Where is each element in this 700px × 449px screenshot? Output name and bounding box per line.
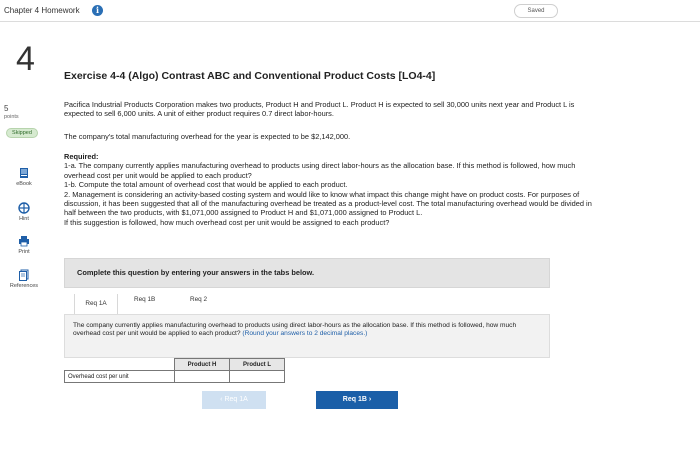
- instructions-box: [64, 258, 550, 288]
- ebook-icon: [18, 167, 30, 179]
- tab-req-1a[interactable]: Req 1A: [74, 294, 118, 314]
- column-header-product-l: Product L: [230, 359, 285, 371]
- required-section: [64, 152, 604, 227]
- prev-label: Req 1A: [224, 396, 248, 403]
- product-l-input[interactable]: [230, 371, 285, 383]
- references-icon: [18, 269, 30, 281]
- print-icon: [18, 235, 30, 247]
- assignment-title: Chapter 4 Homework: [4, 6, 80, 15]
- row-label: Overhead cost per unit: [65, 371, 175, 383]
- exercise-overhead: The company's total manufacturing overhead for the year is expected to be $2,142,000.: [64, 132, 351, 141]
- requirement-2b: If this suggestion is followed, how much overhead cost per unit would be assigned to each product?: [64, 217, 390, 227]
- status-badge: Skipped: [6, 128, 38, 138]
- points-label: points: [4, 114, 19, 120]
- tab-bar: [64, 290, 550, 314]
- required-heading: Required:: [64, 152, 99, 161]
- panel-text: [73, 322, 543, 339]
- next-label: Req 1B: [342, 396, 367, 403]
- hint-icon: [18, 202, 30, 214]
- column-header-product-h: Product H: [175, 359, 230, 371]
- next-button[interactable]: [316, 391, 398, 409]
- tab-req-2[interactable]: Req 2: [190, 296, 208, 303]
- answer-table: [64, 358, 285, 383]
- exercise-intro: Pacifica Industrial Products Corporation makes two products, Product H and Product L. Product H is expected to sell 30,000 units next year and Product L is expected to sell 6,000 units. A unit of either product requires 0.7 direct labor-hours.: [64, 100, 575, 119]
- tab-req-1b[interactable]: Req 1B: [134, 296, 156, 303]
- requirement-2: 2. Management is considering an activity-based costing system and would like to know what impact this change might have on product costs. For purposes of discussion, it has been suggested that all of the manufacturing overhead be treated as a product-level cost. The total manufacturing overhead would be divided in half between the two products, with $1,071,000 assigned to Product H and $1,071,000 assigned to Product L.: [64, 189, 592, 218]
- print-label: Print: [18, 249, 30, 255]
- prev-button[interactable]: [202, 391, 266, 409]
- references-label: References: [9, 283, 39, 289]
- exercise-title: Exercise 4-4 (Algo) Contrast ABC and Conventional Product Costs [LO4-4]: [64, 70, 436, 82]
- instructions-text: Complete this question by entering your answers in the tabs below.: [77, 268, 315, 277]
- hint-button[interactable]: [4, 202, 44, 222]
- points-value: 5: [4, 104, 9, 113]
- table-row: [65, 371, 285, 383]
- requirement-1a: 1-a. The company currently applies manufacturing overhead to products using direct labor-hours as the allocation base. If this method is followed, how much overhead cost per unit would be applied to each product?: [64, 161, 576, 180]
- ebook-label: eBook: [16, 181, 32, 187]
- hint-label: Hint: [19, 216, 29, 222]
- product-h-input[interactable]: [175, 371, 230, 383]
- chevron-right-icon: ›: [366, 396, 372, 403]
- requirement-1b: 1-b. Compute the total amount of overhead cost that would be applied to each product.: [64, 180, 348, 190]
- panel-note: (Round your answers to 2 decimal places.): [242, 330, 368, 338]
- print-button[interactable]: [4, 235, 44, 255]
- points-block: [4, 104, 19, 122]
- panel-question: The company currently applies manufacturing overhead to products using direct labor-hours as the allocation base. If this method is followed, how much overhead cost per unit would be applied to each product?: [73, 322, 517, 338]
- saved-badge: Saved: [514, 4, 558, 18]
- ebook-button[interactable]: [4, 167, 44, 187]
- table-corner: [65, 359, 175, 371]
- question-panel: [64, 314, 550, 358]
- chevron-left-icon: ‹: [220, 396, 225, 403]
- info-icon[interactable]: i: [92, 5, 103, 16]
- top-bar: [0, 0, 700, 22]
- references-button[interactable]: [4, 269, 44, 289]
- question-number: 4: [16, 40, 35, 78]
